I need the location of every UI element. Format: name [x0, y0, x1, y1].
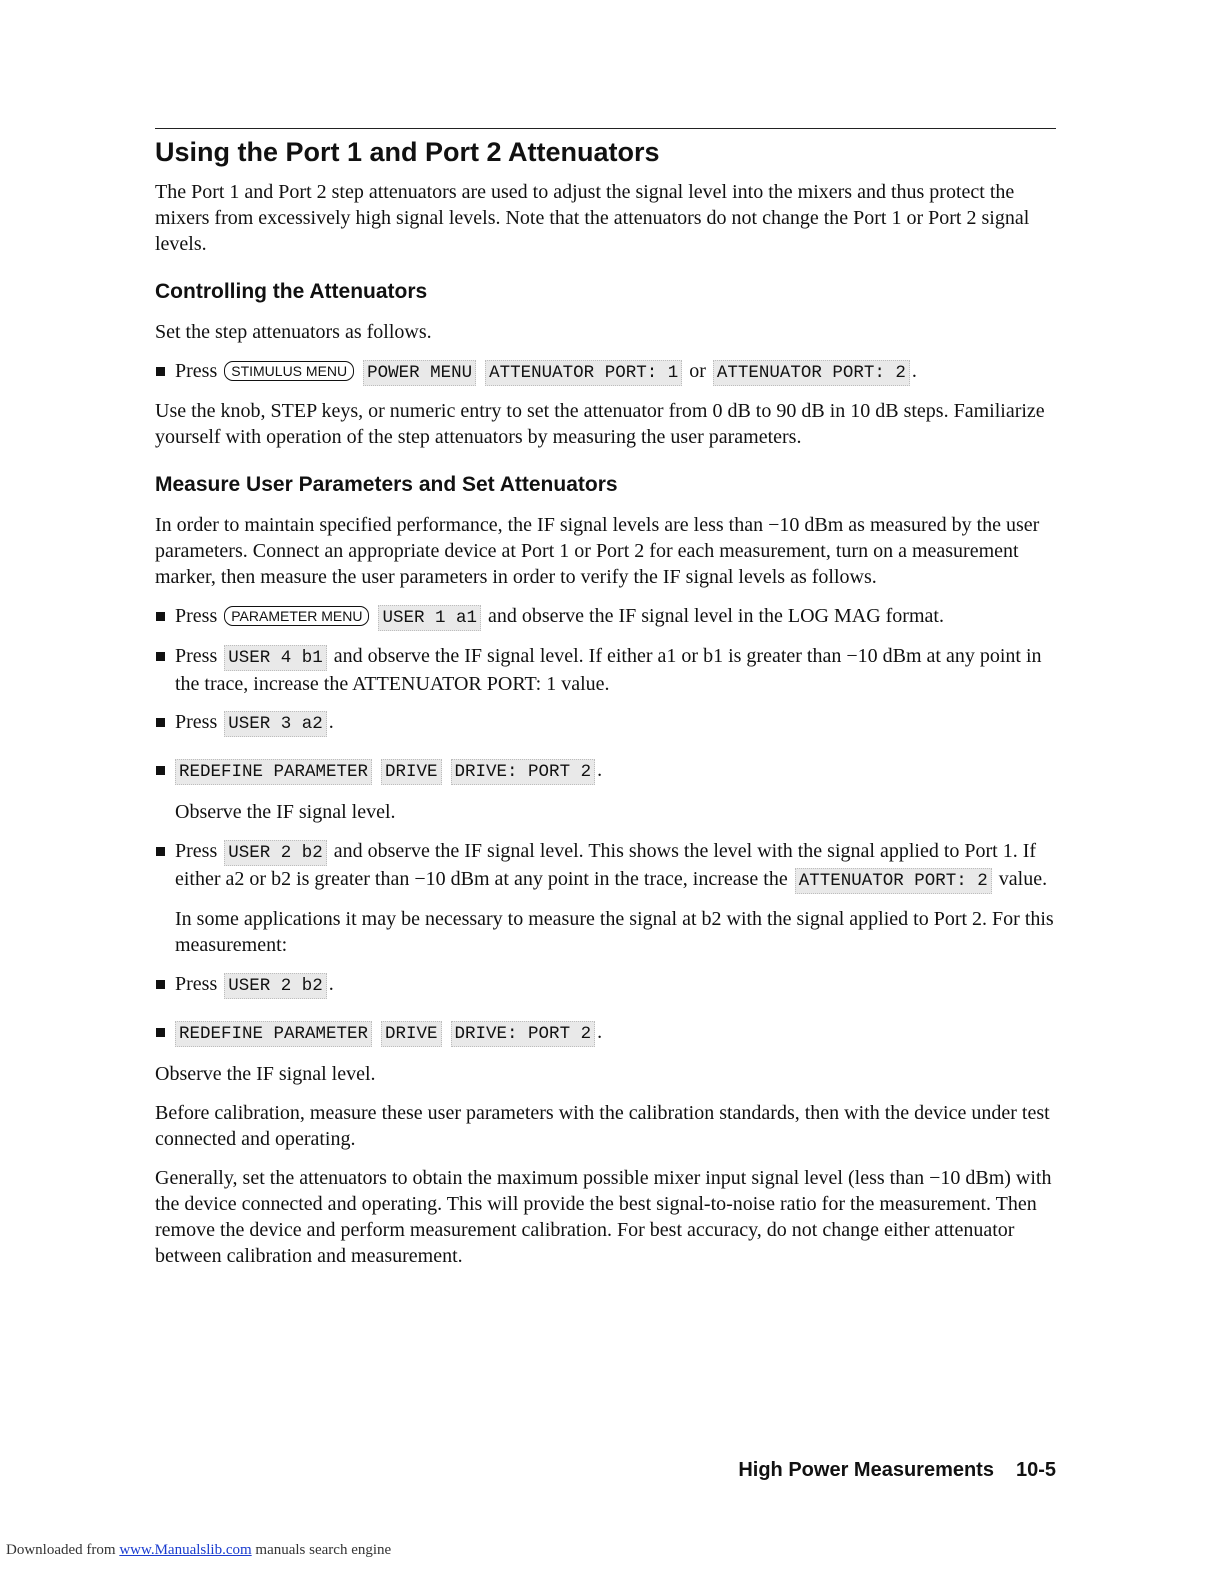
section-heading-controlling: Controlling the Attenuators: [155, 280, 428, 303]
stimulus-menu-hardkey[interactable]: STIMULUS MENU: [224, 361, 354, 381]
drive-port2-softkey[interactable]: DRIVE: PORT 2: [451, 1021, 596, 1047]
redefine-parameter-softkey[interactable]: REDEFINE PARAMETER: [175, 1021, 372, 1047]
user3-a2-softkey[interactable]: USER 3 a2: [224, 711, 327, 737]
bullet-item: Press USER 2 b2 .: [155, 971, 1056, 999]
observe-text: Observe the IF signal level.: [175, 801, 396, 823]
section-controlling: [155, 279, 1056, 450]
paragraph: Before calibration, measure these user parameters with the calibration standards, then with the device under test connected and operating.: [155, 1102, 1050, 1150]
intro-paragraph: The Port 1 and Port 2 step attenuators are used to adjust the signal level into the mixers and thus protect the mixers from excessively high signal levels. Note that the attenuators do not change the Port 1 or Port 2 signal levels.: [155, 181, 1030, 255]
bullet-item: Press USER 4 b1 and observe the IF signal level. If either a1 or b1 is greater than −10 dBm at any point in the trace, increase the ATTENUATOR PORT: 1 value.: [155, 643, 1056, 697]
bullet-item: Press USER 2 b2 and observe the IF signal level. This shows the level with the signal applied to Port 1. If either a2 or b2 is greater than −10 dBm at any point in the trace, increase the ATTENUATOR PORT: 2 value.: [155, 838, 1056, 894]
bullet-item: Press USER 3 a2 .: [155, 709, 1056, 737]
bullet-item: REDEFINE PARAMETER DRIVE DRIVE: PORT 2 .: [155, 1019, 1056, 1047]
attenuator-port1-softkey[interactable]: ATTENUATOR PORT: 1: [485, 360, 682, 386]
page-content: [155, 128, 1056, 1282]
user1-a1-softkey[interactable]: USER 1 a1: [378, 605, 481, 631]
drive-softkey[interactable]: DRIVE: [381, 1021, 442, 1047]
paragraph: Use the knob, STEP keys, or numeric entry to set the attenuator from 0 dB to 90 dB in 10 dB steps. Familiarize yourself with operation of the step attenuators by measuring the user parameters.: [155, 400, 1045, 448]
user4-b1-softkey[interactable]: USER 4 b1: [224, 645, 327, 671]
manualslib-link[interactable]: www.Manualslib.com: [119, 1542, 252, 1558]
drive-port2-softkey[interactable]: DRIVE: PORT 2: [451, 759, 596, 785]
attenuator-port2-softkey[interactable]: ATTENUATOR PORT: 2: [795, 868, 992, 894]
redefine-parameter-softkey[interactable]: REDEFINE PARAMETER: [175, 759, 372, 785]
bullet-item: Press STIMULUS MENU POWER MENU ATTENUATOR PORT: 1 or ATTENUATOR PORT: 2 .: [155, 358, 1056, 386]
section-heading-measure: Measure User Parameters and Set Attenuators: [155, 473, 618, 496]
drive-softkey[interactable]: DRIVE: [381, 759, 442, 785]
chapter-title: High Power Measurements: [738, 1459, 994, 1481]
bullet-item: Press PARAMETER MENU USER 1 a1 and observe the IF signal level in the LOG MAG format.: [155, 603, 1056, 631]
bullet-item: REDEFINE PARAMETER DRIVE DRIVE: PORT 2 .: [155, 757, 1056, 785]
user2-b2-softkey[interactable]: USER 2 b2: [224, 973, 327, 999]
user2-b2-softkey[interactable]: USER 2 b2: [224, 840, 327, 866]
download-banner: Downloaded from www.Manualslib.com manuals search engine: [6, 1542, 392, 1558]
page-footer: [738, 1459, 1056, 1482]
top-rule: [155, 128, 1056, 129]
parameter-menu-hardkey[interactable]: PARAMETER MENU: [224, 606, 369, 626]
section-measure: [155, 472, 1056, 1269]
section-lead: Set the step attenuators as follows.: [155, 321, 432, 343]
power-menu-softkey[interactable]: POWER MENU: [363, 360, 476, 386]
paragraph: In order to maintain specified performance, the IF signal levels are less than −10 dBm as measured by the user parameters. Connect an appropriate device at Port 1 or Port 2 for each measurement, turn on a measurement marker, then measure the user parameters in order to verify the IF signal levels as follows.: [155, 514, 1040, 588]
page-number: 10-5: [1015, 1459, 1056, 1481]
observe-text: Observe the IF signal level.: [155, 1063, 376, 1085]
paragraph: In some applications it may be necessary to measure the signal at b2 with the signal applied to Port 2. For this measurement:: [175, 908, 1054, 956]
page-title: Using the Port 1 and Port 2 Attenuators: [155, 137, 660, 167]
paragraph: Generally, set the attenuators to obtain the maximum possible mixer input signal level (less than −10 dBm) with the device connected and operating. This will provide the best signal-to-noise ratio for the measurement. Then remove the device and perform measurement calibration. For best accuracy, do not change either attenuator between calibration and measurement.: [155, 1167, 1052, 1267]
attenuator-port2-softkey[interactable]: ATTENUATOR PORT: 2: [713, 360, 910, 386]
